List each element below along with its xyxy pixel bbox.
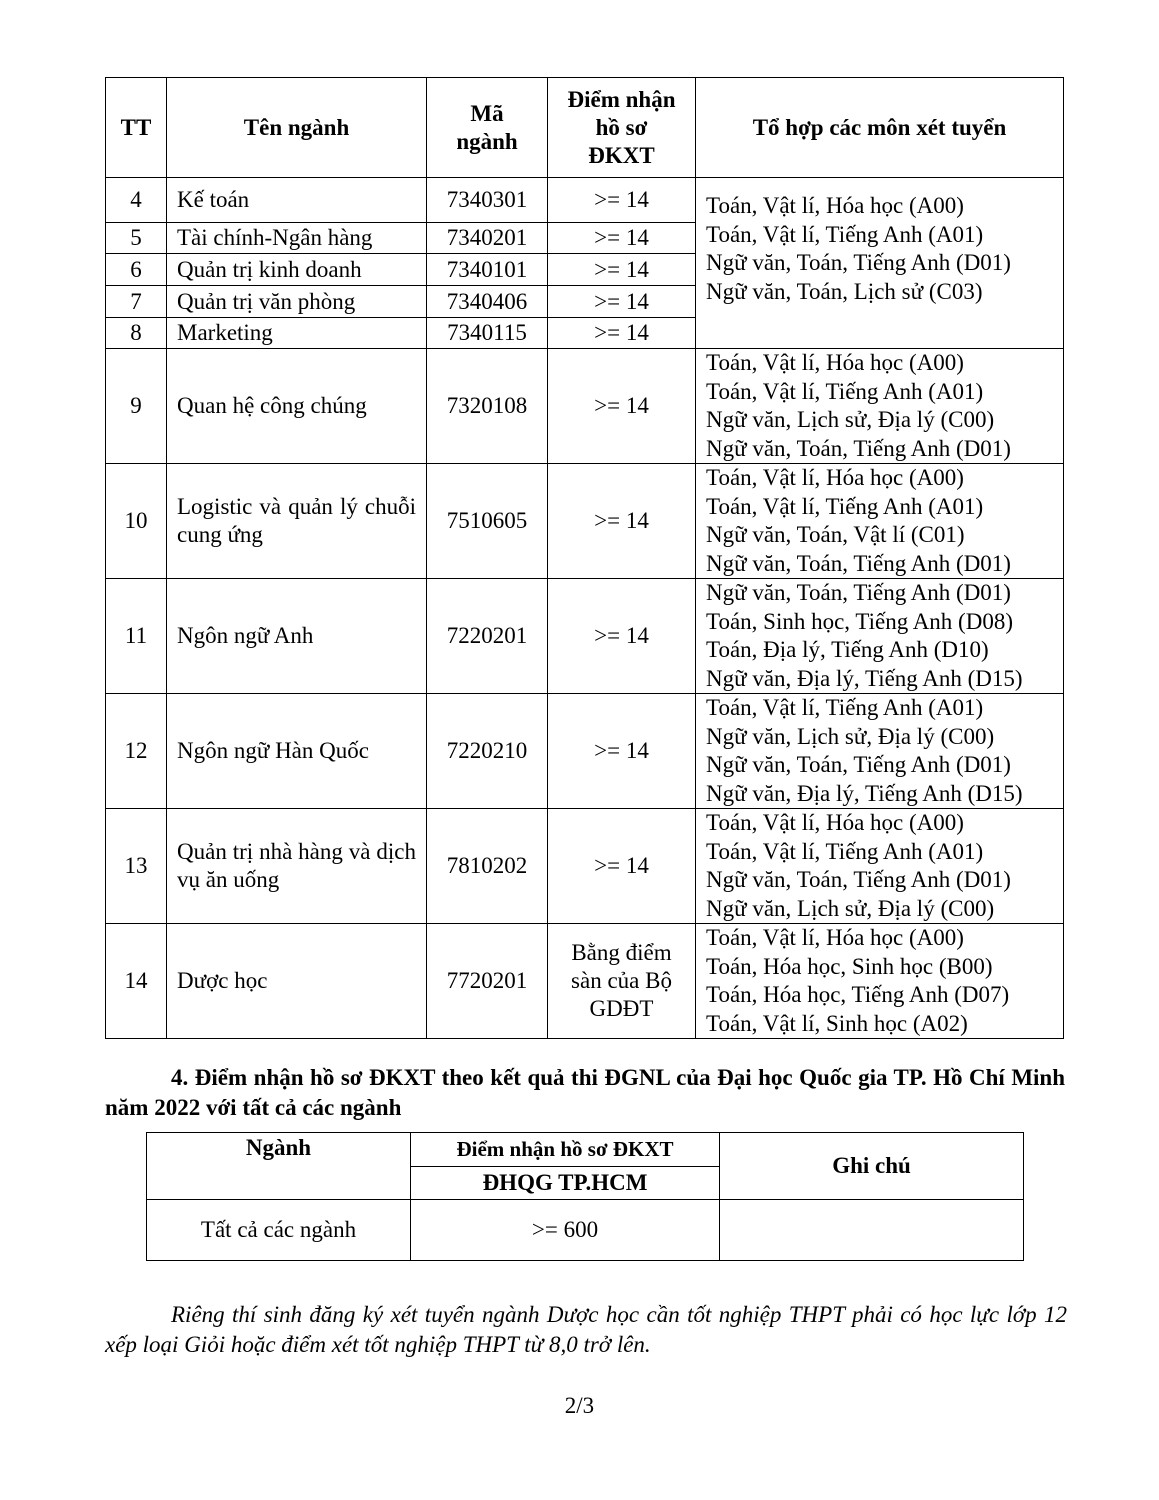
row-name: Marketing (167, 318, 427, 349)
table-header-row (106, 78, 1064, 178)
dgnl-row-score: >= 600 (411, 1200, 720, 1261)
row-code: 7320108 (427, 349, 548, 464)
shared-combos (696, 178, 1064, 349)
row-code: 7510605 (427, 464, 548, 579)
combo-line: Ngữ văn, Địa lý, Tiếng Anh (D15) (706, 780, 1023, 806)
combo-line: Toán, Vật lí, Hóa học (A00) (706, 925, 964, 950)
row-name: Tài chính-Ngân hàng (167, 223, 427, 254)
combo-line: Toán, Vật lí, Tiếng Anh (A01) (706, 493, 984, 519)
row-tt: 9 (106, 349, 167, 464)
table-row (106, 924, 1064, 1039)
table-row (106, 694, 1064, 809)
combo-line: Ngữ văn, Toán, Tiếng Anh (D01) (706, 250, 1011, 275)
combo-line: Toán, Vật lí, Hóa học (A00) (706, 810, 964, 835)
table-row (106, 464, 1064, 579)
header-code: Mã ngành (427, 78, 548, 178)
combo-line: Toán, Vật lí, Hóa học (A00) (706, 350, 964, 375)
row-tt: 12 (106, 694, 167, 809)
combo-line: Toán, Hóa học, Sinh học (B00) (706, 953, 993, 979)
row-tt: 7 (106, 286, 167, 318)
row-tt: 4 (106, 178, 167, 223)
combo-line: Toán, Sinh học, Tiếng Anh (D08) (706, 608, 1013, 634)
combo-line: Toán, Vật lí, Sinh học (A02) (706, 1010, 968, 1036)
row-tt: 14 (106, 924, 167, 1039)
row-code: 7340101 (427, 254, 548, 286)
row-code: 7340115 (427, 318, 548, 349)
row-name: Kế toán (167, 178, 427, 223)
row-score: >= 14 (548, 349, 696, 464)
row-name: Quản trị văn phòng (167, 286, 427, 318)
row-combos (696, 464, 1064, 579)
row-combos (696, 579, 1064, 694)
section-title: 4. Điểm nhận hồ sơ ĐKXT theo kết quả thi ĐGNL của Đại học Quốc gia TP. Hồ Chí Minh năm 2022 với tất cả các ngành (105, 1065, 1065, 1120)
row-score: >= 14 (548, 254, 696, 286)
combo-line: Toán, Địa lý, Tiếng Anh (D10) (706, 637, 989, 662)
combo-line: Ngữ văn, Toán, Tiếng Anh (D01) (706, 550, 1011, 576)
combo-line: Toán, Hóa học, Tiếng Anh (D07) (706, 982, 1010, 1007)
combo-line: Toán, Vật lí, Tiếng Anh (A01) (706, 838, 984, 864)
row-tt: 5 (106, 223, 167, 254)
combo-line: Toán, Vật lí, Tiếng Anh (A01) (706, 221, 984, 247)
row-code: 7220210 (427, 694, 548, 809)
table-row (106, 349, 1064, 464)
row-name: Quản trị kinh doanh (167, 254, 427, 286)
dgnl-header-score-sub: ĐHQG TP.HCM (411, 1167, 720, 1200)
header-name: Tên ngành (167, 78, 427, 178)
combo-line: Ngữ văn, Toán, Tiếng Anh (D01) (706, 435, 1011, 461)
combo-line: Toán, Vật lí, Hóa học (A00) (706, 193, 964, 218)
combo-line: Ngữ văn, Toán, Lịch sử (C03) (706, 278, 983, 304)
dgnl-row-note (720, 1200, 1024, 1261)
header-tt: TT (106, 78, 167, 178)
row-tt: 13 (106, 809, 167, 924)
table-row (106, 178, 1064, 223)
row-combos (696, 924, 1064, 1039)
dgnl-header-row (147, 1133, 1024, 1167)
row-tt: 8 (106, 318, 167, 349)
row-score: >= 14 (548, 223, 696, 254)
combo-line: Ngữ văn, Lịch sử, Địa lý (C00) (706, 895, 995, 921)
combo-line: Ngữ văn, Địa lý, Tiếng Anh (D15) (706, 665, 1023, 691)
row-score: >= 14 (548, 464, 696, 579)
combo-line: Toán, Vật lí, Hóa học (A00) (706, 465, 964, 490)
row-score: >= 14 (548, 178, 696, 223)
row-name: Dược học (167, 924, 427, 1039)
row-name: Logistic và quản lý chuỗi cung ứng (167, 464, 427, 579)
row-name: Ngôn ngữ Hàn Quốc (167, 694, 427, 809)
row-tt: 10 (106, 464, 167, 579)
combo-line: Ngữ văn, Toán, Tiếng Anh (D01) (706, 580, 1011, 605)
combo-line: Ngữ văn, Toán, Tiếng Anh (D01) (706, 752, 1011, 777)
combo-line: Ngữ văn, Lịch sử, Địa lý (C00) (706, 407, 995, 432)
page-number: 2/3 (564, 1393, 595, 1418)
combo-line: Ngữ văn, Toán, Vật lí (C01) (706, 522, 965, 547)
admission-table (105, 77, 1064, 1039)
combo-line: Ngữ văn, Lịch sử, Địa lý (C00) (706, 723, 995, 749)
header-combo: Tổ hợp các môn xét tuyển (696, 78, 1064, 178)
dgnl-row-major: Tất cả các ngành (147, 1200, 411, 1261)
row-score: >= 14 (548, 318, 696, 349)
row-combos (696, 809, 1064, 924)
row-name: Quan hệ công chúng (167, 349, 427, 464)
row-code: 7340201 (427, 223, 548, 254)
row-code: 7810202 (427, 809, 548, 924)
dgnl-header-major: Ngành (147, 1133, 411, 1200)
table-row (106, 579, 1064, 694)
row-score: >= 14 (548, 809, 696, 924)
combo-line: Toán, Vật lí, Tiếng Anh (A01) (706, 695, 984, 720)
table-row (147, 1200, 1024, 1261)
row-combos (696, 349, 1064, 464)
dgnl-table (146, 1132, 1024, 1261)
row-tt: 11 (106, 579, 167, 694)
row-score: Bằng điểm sàn của Bộ GDĐT (548, 924, 696, 1039)
row-tt: 6 (106, 254, 167, 286)
table-row (106, 809, 1064, 924)
row-combos (696, 694, 1064, 809)
pharmacy-note: Riêng thí sinh đăng ký xét tuyển ngành Dược học cần tốt nghiệp THPT phải có học lực lớp 12 xếp loại Giỏi hoặc điểm xét tốt nghiệp THPT từ 8,0 trở lên. (105, 1302, 1067, 1357)
row-code: 7720201 (427, 924, 548, 1039)
dgnl-header-note: Ghi chú (720, 1133, 1024, 1200)
dgnl-header-score: Điểm nhận hồ sơ ĐKXT (411, 1133, 720, 1167)
combo-line: Ngữ văn, Toán, Tiếng Anh (D01) (706, 867, 1011, 892)
row-code: 7340406 (427, 286, 548, 318)
row-score: >= 14 (548, 579, 696, 694)
row-name: Quản trị nhà hàng và dịch vụ ăn uống (167, 809, 427, 924)
row-name: Ngôn ngữ Anh (167, 579, 427, 694)
header-score: Điểm nhận hồ sơ ĐKXT (548, 78, 696, 178)
combo-line: Toán, Vật lí, Tiếng Anh (A01) (706, 378, 984, 404)
row-score: >= 14 (548, 694, 696, 809)
row-code: 7340301 (427, 178, 548, 223)
row-code: 7220201 (427, 579, 548, 694)
row-score: >= 14 (548, 286, 696, 318)
